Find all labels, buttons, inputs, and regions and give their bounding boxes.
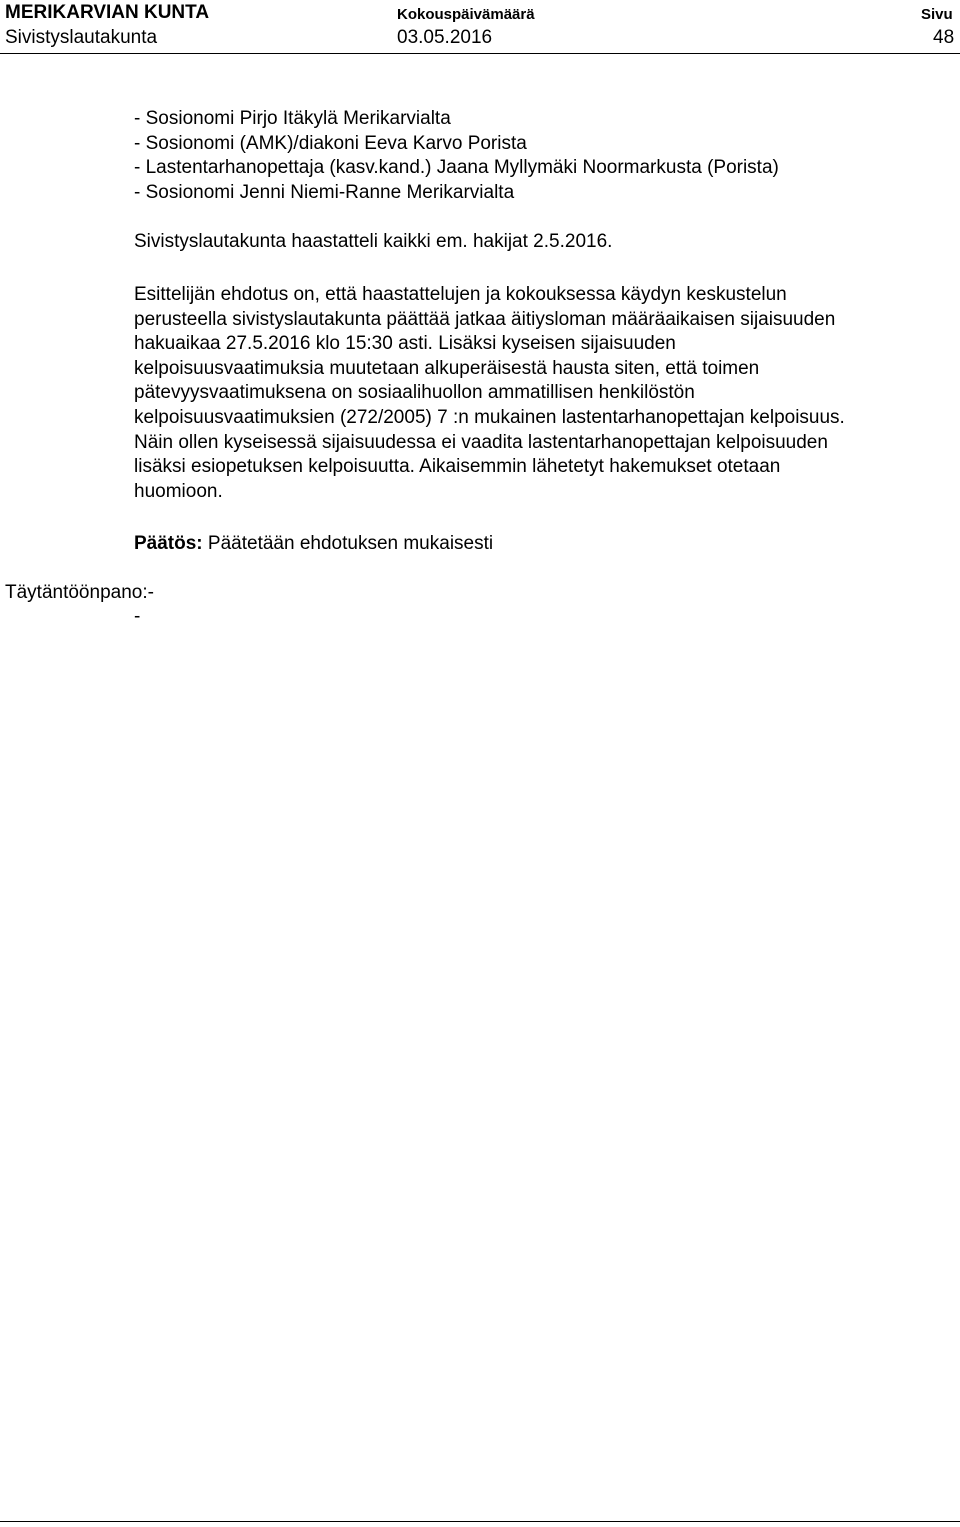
implementation-value: - <box>134 606 141 627</box>
paragraph-line: Näin ollen kyseisessä sijaisuudessa ei vaadita lastentarhanopettajan kelpoisuuden <box>134 431 828 453</box>
proposal-paragraph <box>134 283 934 504</box>
decision-line <box>134 532 934 557</box>
meeting-date: 03.05.2016 <box>397 27 493 48</box>
list-item: - Lastentarhanopettaja (kasv.kand.) Jaana Myllymäki Noormarkusta (Porista) <box>134 157 779 179</box>
interview-note-block <box>134 230 934 255</box>
list-item: - Sosionomi Jenni Niemi-Ranne Merikarvialta <box>134 181 515 203</box>
paragraph-line: kelpoisuusvaatimuksia muutetaan alkuperäisestä hausta siten, että toimen <box>134 357 760 379</box>
decision-text: Päätetään ehdotuksen mukaisesti <box>202 533 494 554</box>
list-item: - Sosionomi Pirjo Itäkylä Merikarvialta <box>134 108 451 129</box>
date-label: Kokouspäivämäärä <box>397 6 535 23</box>
page-label: Sivu <box>921 6 953 23</box>
decision-label: Päätös: <box>134 533 203 554</box>
committee-name: Sivistyslautakunta <box>5 27 158 48</box>
list-item: - Sosionomi (AMK)/diakoni Eeva Karvo Porista <box>134 132 527 154</box>
paragraph-line: lisäksi esiopetuksen kelpoisuutta. Aikaisemmin lähetetyt hakemukset otetaan <box>134 456 781 478</box>
decision-block <box>134 532 934 557</box>
header-divider <box>0 53 960 54</box>
paragraph-line: hakuaikaa 27.5.2016 klo 15:30 asti. Lisäksi kyseisen sijaisuuden <box>134 333 676 355</box>
paragraph-line: Esittelijän ehdotus on, että haastattelujen ja kokouksessa käydyn keskustelun <box>134 284 787 305</box>
paragraph-line: pätevyysvaatimuksena on sosiaalihuollon ammatillisen henkilöstön <box>134 382 695 404</box>
org-name: MERIKARVIAN KUNTA <box>5 2 210 23</box>
paragraph-line: perusteella sivistyslautakunta päättää jatkaa äitiysloman määräaikaisen sijaisuuden <box>134 308 836 330</box>
interview-note: Sivistyslautakunta haastatteli kaikki em. hakijat 2.5.2016. <box>134 231 613 252</box>
implementation-label: Täytäntöönpano:- <box>5 582 154 603</box>
paragraph-line: kelpoisuusvaatimuksien (272/2005) 7 :n mukainen lastentarhanopettajan kelpoisuus. <box>134 406 845 428</box>
page-number: 48 <box>933 27 955 48</box>
paragraph-line: huomioon. <box>134 480 223 502</box>
applicant-list <box>134 107 934 205</box>
footer-divider <box>0 1521 960 1522</box>
